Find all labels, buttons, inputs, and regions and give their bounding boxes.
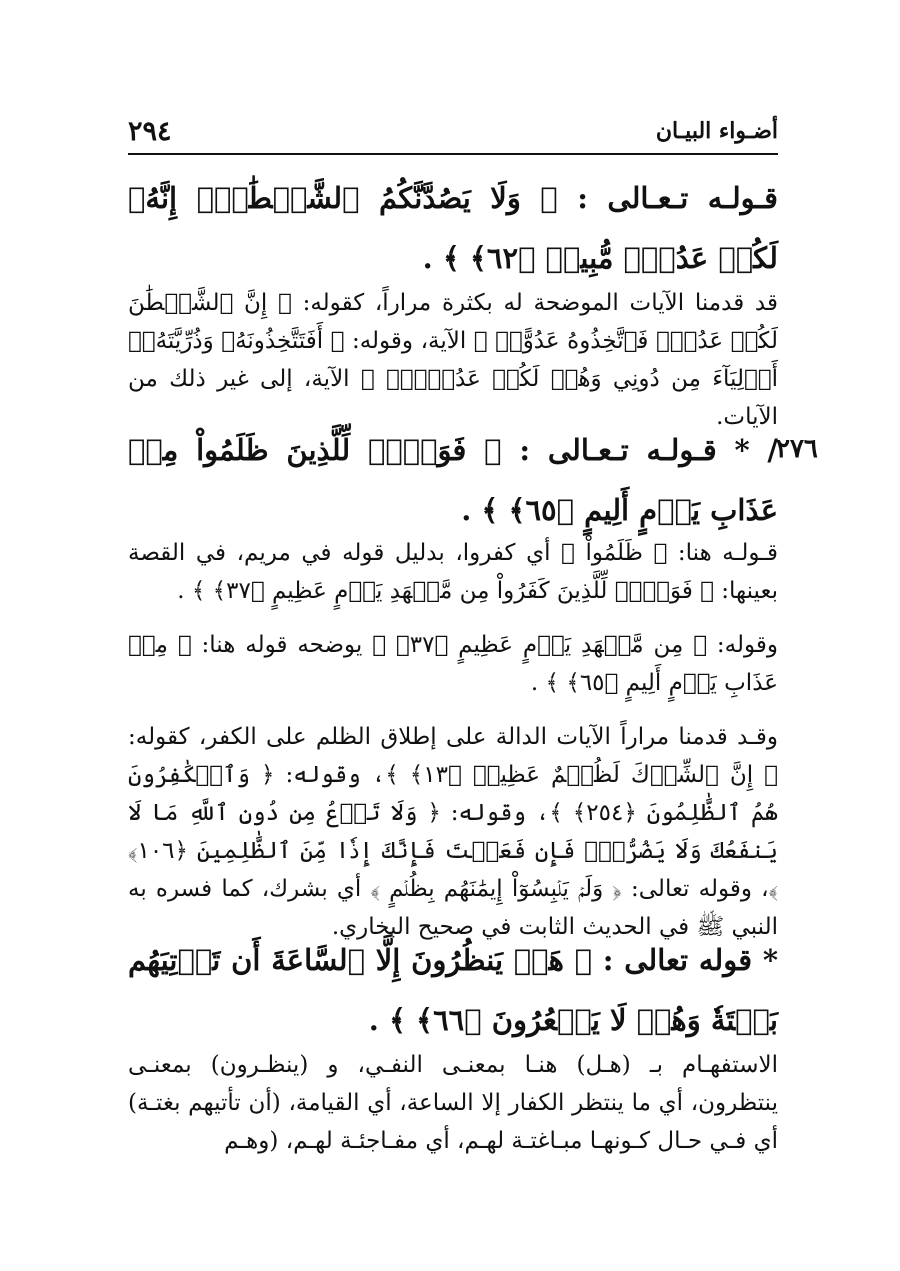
paragraph-2-3: وقـد قدمنا مراراً الآيات الدالة على إطلاق الظلم على الكفر، كقوله: ﴿ إِنَّ ٱلشِّرۡكَ لَظُلۡمٌ عَظِيمٞ ﴿١٣﴾ ﴾، وقوله: ﴿ وَٱلۡكَٰفِرُونَ هُمُ ٱلظَّٰلِمُونَ ﴿٢٥٤﴾ ﴾، وقوله: ﴿ وَلَا تَدۡعُ مِن دُونِ ٱللَّهِ مَا لَا يَنفَعُكَ وَلَا يَضُرُّكَۖ فَإِن فَعَلۡتَ فَإِنَّكَ إِذٗا مِّنَ ٱلظَّٰلِمِينَ ﴿١٠٦﴾ ﴾، وقوله تعالى: ﴿ وَلَمۡ يَلۡبِسُوٓاْ إِيمَٰنَهُم بِظُلۡمٍ ﴾ أي بشرك، كما فسره به النبي ﷺ في الحديث الثابت في صحيح البخاري. <box>128 724 779 940</box>
section-heading-1: قـولـه تـعـالى : ﴿ وَلَا يَصُدَّنَّكُمُ ٱلشَّيۡطَٰنُۖ إِنَّهُۥ لَكُمۡ عَدُوّٞ مُّبِينٞ ﴿٦٢﴾ ﴾ . <box>128 181 778 275</box>
paragraph-2-1: قـولـه هنا: ﴿ ظَلَمُواْ ﴾ أي كفروا، بدليل قوله في مريم، في القصة بعينها: ﴿ فَوَيۡلٞ لِّلَّذِينَ كَفَرُواْ مِن مَّشۡهَدِ يَوۡمٍ عَظِيمٍ ﴿٣٧﴾ ﴾ . <box>128 540 778 604</box>
page-header <box>128 112 778 150</box>
header-rule <box>128 153 778 155</box>
paragraph-1-1: قد قدمنا الآيات الموضحة له بكثرة مراراً، كقوله: ﴿ إِنَّ ٱلشَّيۡطَٰنَ لَكُمۡ عَدُوّٞ فَٱتَّخِذُوهُ عَدُوًّاۚ ﴾ الآية، وقوله: ﴿ أَفَتَتَّخِذُونَهُۥ وَذُرِّيَّتَهُۥٓ أَوۡلِيَآءَ مِن دُونِي وَهُمۡ لَكُمۡ عَدُوُّۢۚ ﴾ الآية، إلى غير ذلك من الآيات. <box>128 290 778 430</box>
paragraph-3-1: الاستفهـام بـ (هـل) هنـا بمعنـى النفـي، و (ينظـرون) بمعنـى ينتظرون، أي ما ينتظر الكفار إلا الساعة، أي القيامة، (أن تأتيهم بغتـة) أي فـي حـال كـونهـا مبـاغتـة لهـم، أي مفـاجئـة لهـم، (وهـم <box>128 1052 778 1154</box>
paragraph-2-2: وقوله: ﴿ مِن مَّشۡهَدِ يَوۡمٍ عَظِيمٍ ﴿٣٧﴾ ﴾ يوضحه قوله هنا: ﴿ مِنۡ عَذَابِ يَوۡمٍ أَلِيمٍ ﴿٦٥﴾ ﴾ . <box>128 632 778 696</box>
page-number: ٢٩٤ <box>128 116 172 147</box>
section-heading-2: / * قـولـه تـعـالى : ﴿ فَوَيۡلٞ لِّلَّذِينَ ظَلَمُواْ مِنۡ عَذَابِ يَوۡمٍ أَلِيمٍ ﴿٦٥﴾ ﴾ . <box>128 433 778 527</box>
section-heading-3: * قوله تعالى : ﴿ هَلۡ يَنظُرُونَ إِلَّا ٱلسَّاعَةَ أَن تَأۡتِيَهُم بَغۡتَةٗ وَهُمۡ لَا يَشۡعُرُونَ ﴿٦٦﴾ ﴾ . <box>128 943 778 1037</box>
book-title: أضـواء البيـان <box>655 118 778 144</box>
margin-page-reference: ٢٧٦ <box>776 434 818 464</box>
